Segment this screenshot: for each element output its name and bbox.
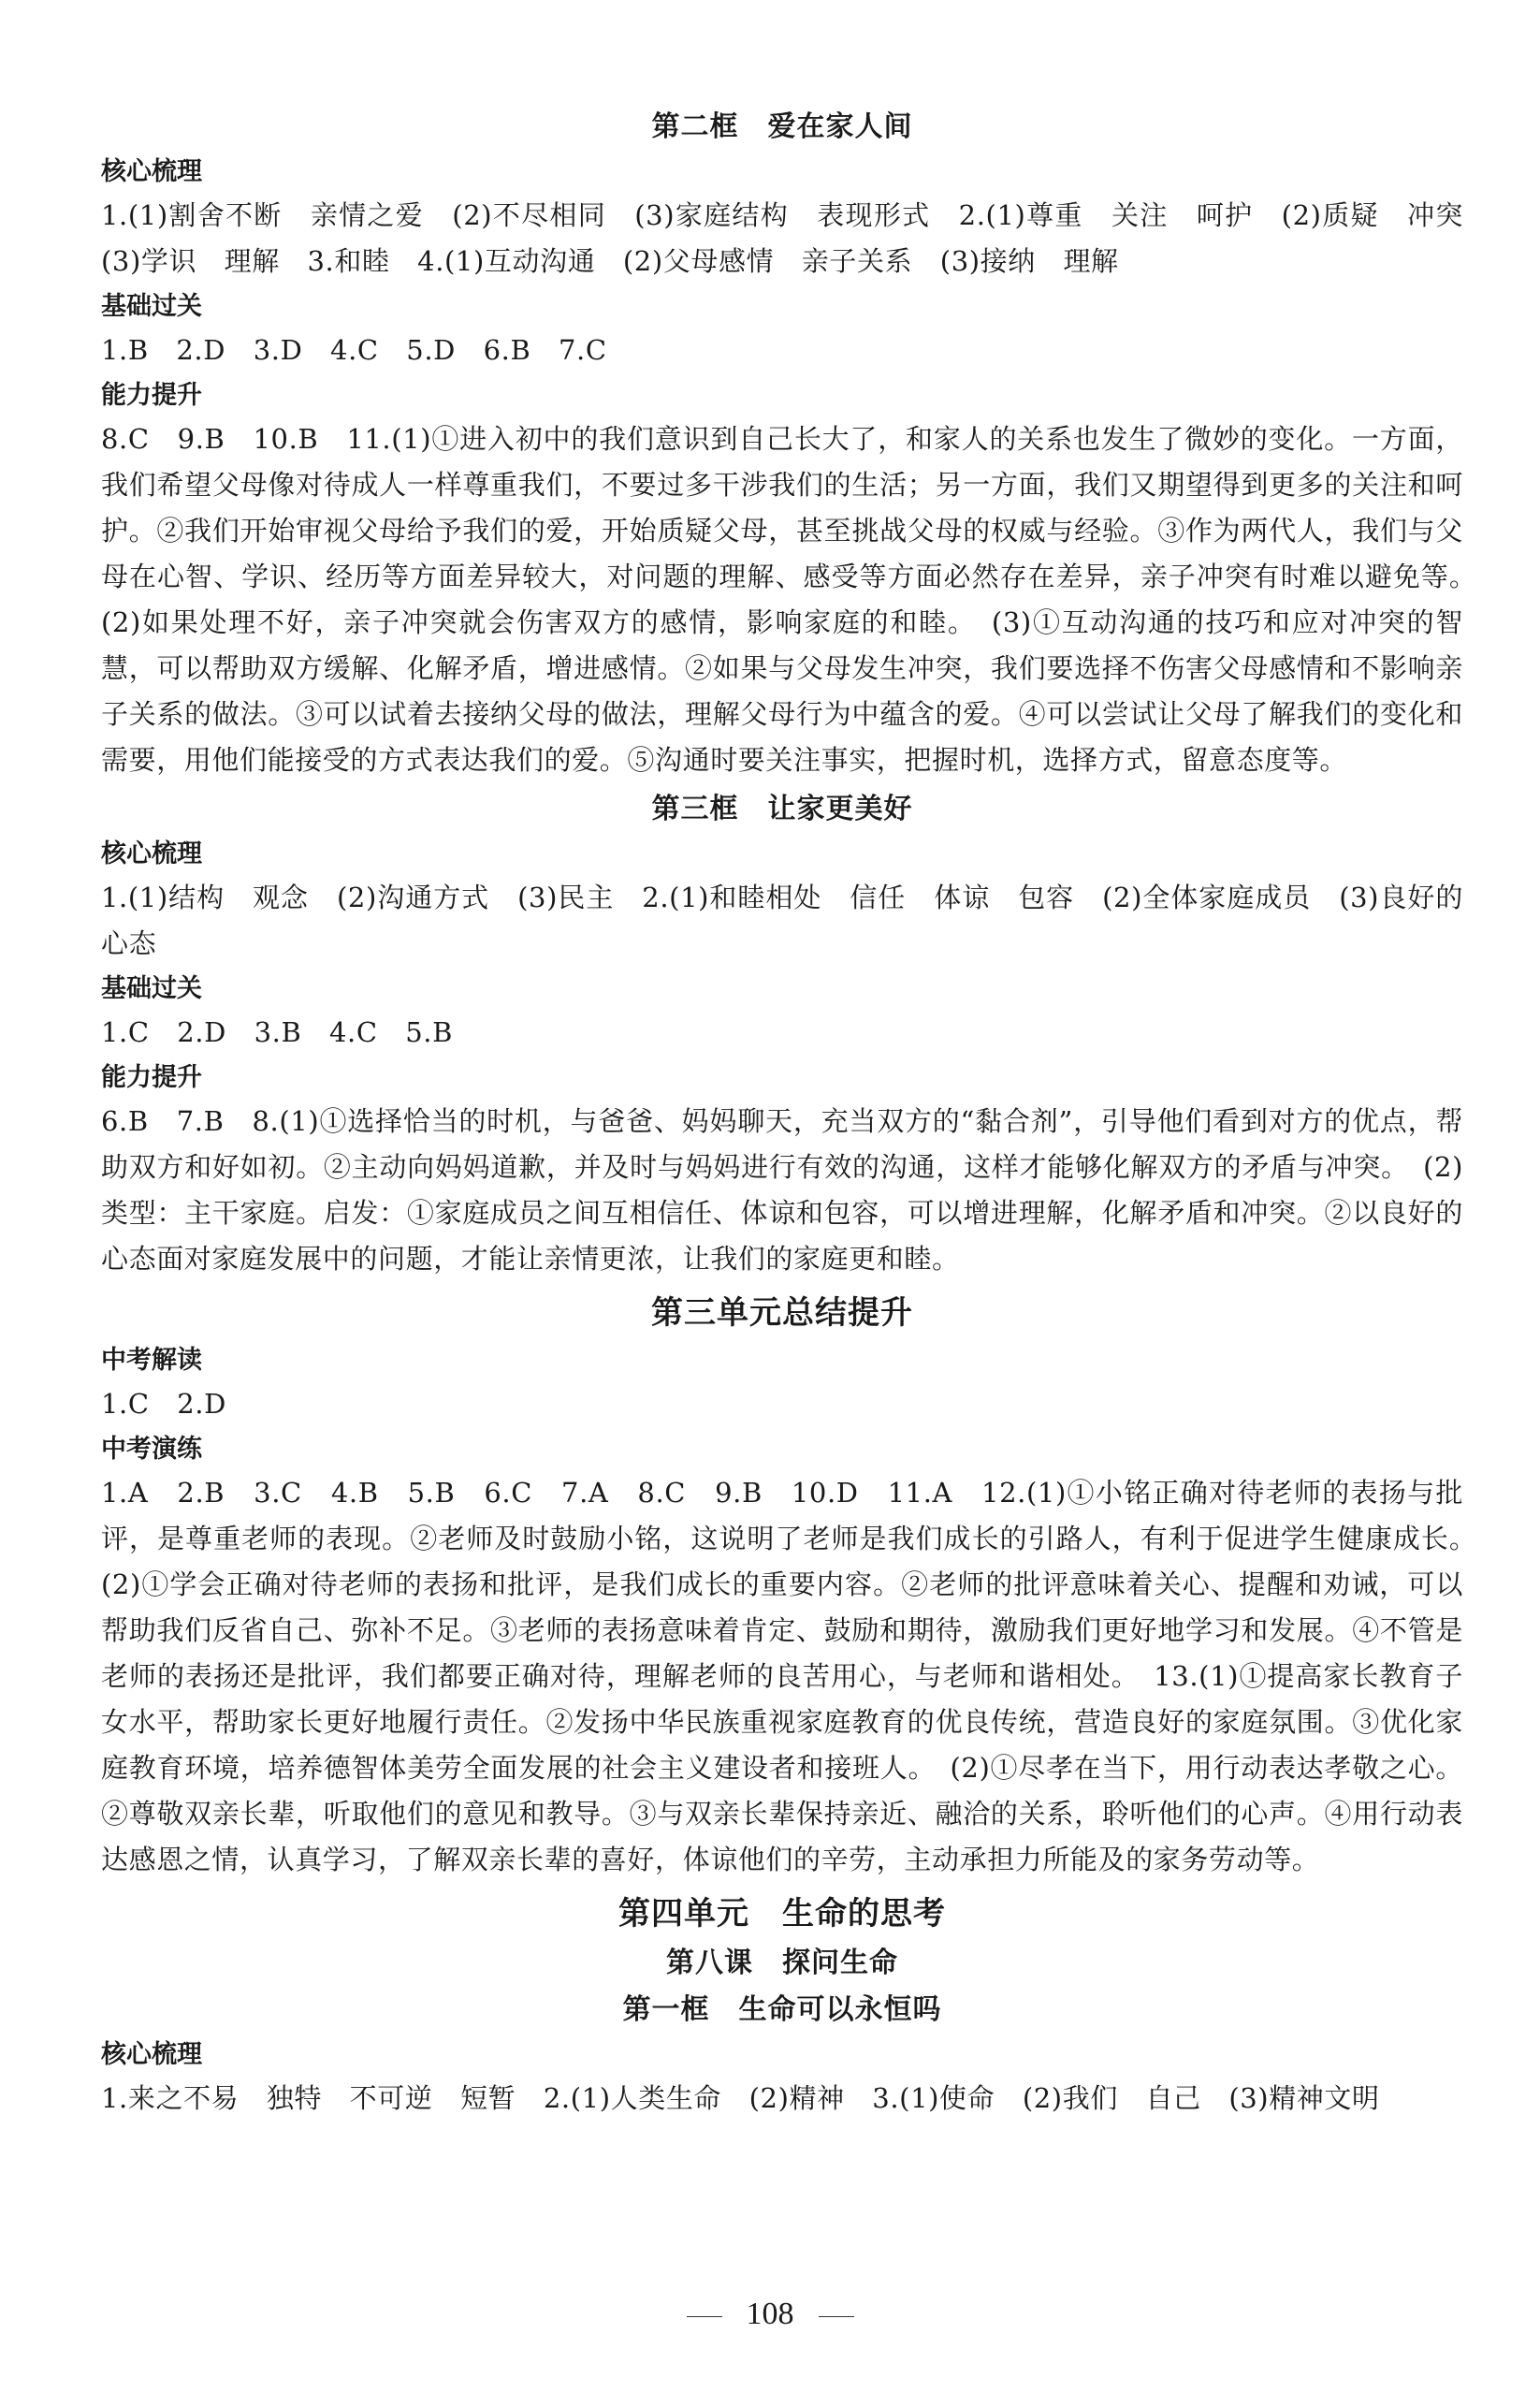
subsection-heading: 中考解读: [101, 1346, 202, 1375]
answer-paragraph: 8.C 9.B 10.B 11.(1)①进入初中的我们意识到自己长大了，和家人的关系也发生了微妙的变化。一方面，我们希望父母像对待成人一样尊重我们，不要过多干涉我们的生活；另一方面，我们又期望得到更多的关注和呵护。②我们开始审视父母给予我们的爱，开始质疑父母，甚至挑战父母的权威与经验。③作为两代人，我们与父母在心智、学识、经历等方面差异较大，对问题的理解、感受等方面必然存在差异，亲子冲突有时难以避免等。 (2)如果处理不好，亲子冲突就会伤害双方的感情，影响家庭的和睦。 (3)①互动沟通的技巧和应对冲突的智慧，可以帮助双方缓解、化解矛盾，增进感情。②如果与父母发生冲突，我们要选择不伤害父母感情和不影响亲子关系的做法。③可以试着去接纳父母的做法，理解父母行为中蕴含的爱。④可以尝试让父母了解我们的变化和需要，用他们能接受的方式表达我们的爱。⑤沟通时要关注事实，把握时机，选择方式，留意态度等。: [101, 423, 1491, 776]
section-title: 第三框 让家更美好: [651, 793, 913, 825]
subsection-heading: 基础过关: [101, 292, 202, 321]
section-title: 第一框 生命可以永恒吗: [622, 1993, 942, 2026]
subsection-heading: 核心梳理: [101, 157, 202, 186]
answer-paragraph: 1.C 2.D: [101, 1388, 226, 1420]
answer-paragraph: 1.来之不易 独特 不可逆 短暂 2.(1)人类生命 (2)精神 3.(1)使命 (2)我们 自己 (3)精神文明: [101, 2082, 1380, 2114]
subsection-heading: 中考演练: [101, 1435, 202, 1464]
answer-paragraph: 1.C 2.D 3.B 4.C 5.B: [101, 1016, 453, 1048]
subsection-heading: 能力提升: [101, 1063, 202, 1092]
subsection-heading: 能力提升: [101, 381, 202, 410]
page-number: 108: [746, 2297, 794, 2331]
footer-dash-right: [819, 2316, 854, 2317]
answer-content: [101, 107, 1491, 2122]
answer-paragraph: 1.A 2.B 3.C 4.B 5.B 6.C 7.A 8.C 9.B 10.D 11.A 12.(1)①小铭正确对待老师的表扬与批评，是尊重老师的表现。②老师及时鼓励小铭，这说明了老师是我们成长的引路人，有利于促进学生健康成长。 (2)①学会正确对待老师的表扬和批评，是我们成长的重要内容。②老师的批评意味着关心、提醒和劝诫，可以帮助我们反省自己、弥补不足。③老师的表扬意味着肯定、鼓励和期待，激励我们更好地学习和发展。④不管是老师的表扬还是批评，我们都要正确对待，理解老师的良苦用心，与老师和谐相处。 13.(1)①提高家长教育子女水平，帮助家长更好地履行责任。②发扬中华民族重视家庭教育的优良传统，营造良好的家庭氛围。③优化家庭教育环境，培养德智体美劳全面发展的社会主义建设者和接班人。 (2)①尽孝在当下，用行动表达孝敬之心。②尊敬双亲长辈，听取他们的意见和教导。③与双亲长辈保持亲近、融洽的关系，聆听他们的心声。④用行动表达感恩之情，认真学习，了解双亲长辈的喜好，体谅他们的辛劳，主动承担力所能及的家务劳动等。: [101, 1477, 1491, 1875]
subsection-heading: 核心梳理: [101, 839, 202, 868]
page-footer: [0, 2291, 1540, 2338]
unit-title: 第三单元总结提升: [651, 1294, 913, 1332]
answer-paragraph: 1.B 2.D 3.D 4.C 5.D 6.B 7.C: [101, 334, 607, 366]
subsection-heading: 基础过关: [101, 974, 202, 1003]
section-title: 第八课 探问生命: [666, 1947, 898, 1979]
subsection-heading: 核心梳理: [101, 2040, 202, 2069]
footer-dash-left: [687, 2316, 722, 2317]
section-title: 第二框 爱在家人间: [651, 110, 913, 143]
answer-paragraph: 1.(1)割舍不断 亲情之爱 (2)不尽相同 (3)家庭结构 表现形式 2.(1)尊重 关注 呵护 (2)质疑 冲突 (3)学识 理解 3.和睦 4.(1)互动沟通 (2)父母感情 亲子关系 (3)接纳 理解: [101, 199, 1491, 277]
answer-paragraph: 6.B 7.B 8.(1)①选择恰当的时机，与爸爸、妈妈聊天，充当双方的“黏合剂”，引导他们看到对方的优点，帮助双方和好如初。②主动向妈妈道歉，并及时与妈妈进行有效的沟通，这样才能够化解双方的矛盾与冲突。 (2)类型：主干家庭。启发：①家庭成员之间互相信任、体谅和包容，可以增进理解，化解矛盾和冲突。②以良好的心态面对家庭发展中的问题，才能让亲情更浓，让我们的家庭更和睦。: [101, 1105, 1463, 1275]
answer-paragraph: 1.(1)结构 观念 (2)沟通方式 (3)民主 2.(1)和睦相处 信任 体谅 包容 (2)全体家庭成员 (3)良好的心态: [101, 882, 1463, 959]
unit-title: 第四单元 生命的思考: [618, 1895, 946, 1933]
